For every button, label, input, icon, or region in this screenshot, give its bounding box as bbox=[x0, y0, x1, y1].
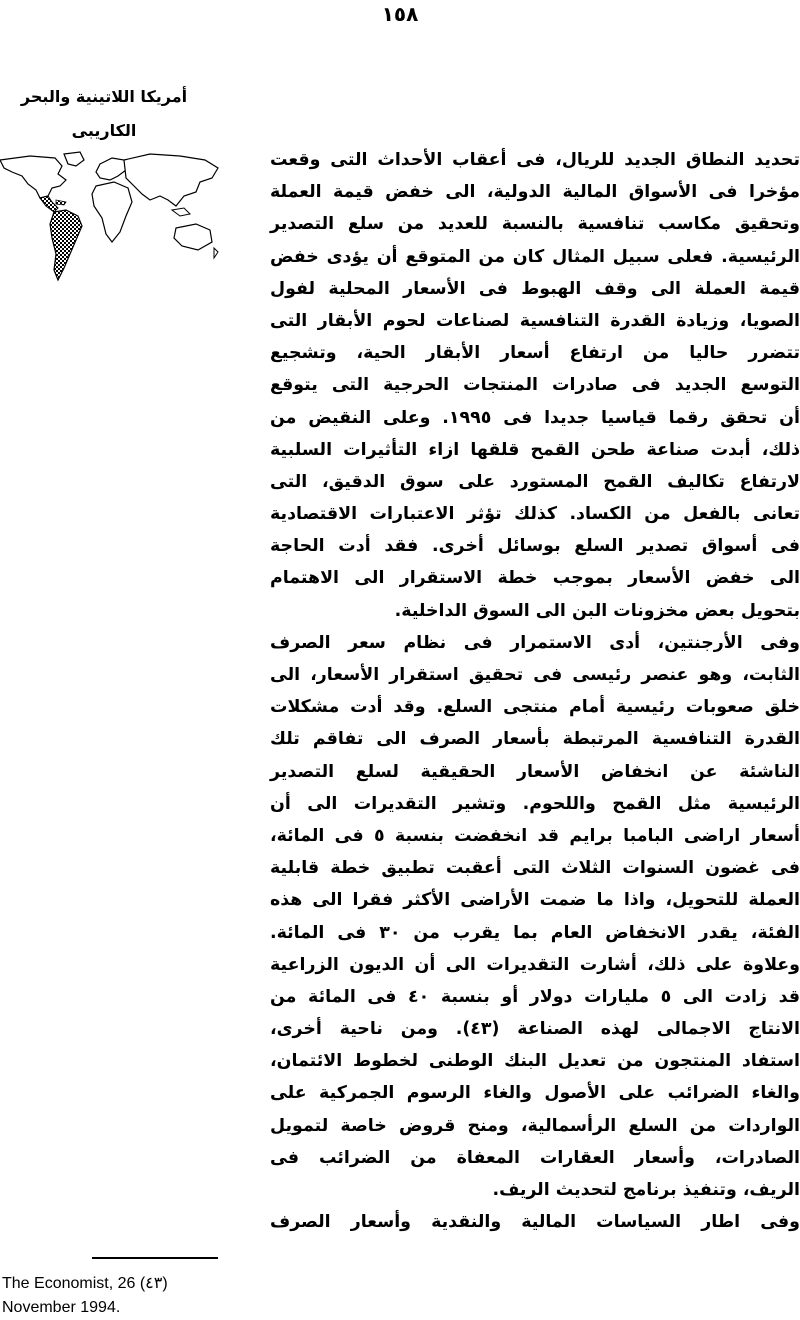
footnote-line: November 1994. bbox=[2, 1299, 121, 1316]
central-america-shape bbox=[40, 196, 58, 212]
body-line: وفى الأرجنتين، أدى الاستمرار فى نظام سعر الصرف bbox=[270, 632, 800, 653]
body-line: الى خفض الأسعار بموجب خطة الاستقرار الى الاهتمام bbox=[270, 568, 800, 589]
footnote-divider bbox=[92, 1257, 218, 1259]
body-line: العملة للتحويل، واذا ما ضمت الأراضى الأكثر فقرا الى هذه bbox=[270, 890, 800, 911]
footnote-line: The Economist, 26 (٤٣) bbox=[2, 1275, 168, 1292]
sidebar-heading bbox=[8, 80, 200, 148]
body-line: تتضرر حاليا من ارتفاع أسعار الأبقار الحية، وتشجيع bbox=[270, 343, 800, 364]
sidebar-heading-line: أمريكا اللاتينية والبحر bbox=[20, 87, 188, 106]
body-line: الريف، وتنفيذ برنامج لتحديث الريف. bbox=[492, 1180, 800, 1200]
page-number: ١٥٨ bbox=[381, 2, 419, 26]
north-america-shape bbox=[0, 156, 66, 198]
body-line: فى غضون السنوات الثلاث التى أعقبت تطبيق خطة قابلية bbox=[270, 858, 800, 879]
south-america-shape bbox=[50, 210, 82, 280]
body-line: أن تحقق رقما قياسيا جديدا فى ١٩٩٥. وعلى النقيض من bbox=[270, 407, 800, 428]
body-line: الناشئة عن انخفاض الأسعار الحقيقية لسلع التصدير bbox=[270, 761, 800, 782]
body-line: بتحويل بعض مخزونات البن الى السوق الداخلية. bbox=[394, 600, 800, 621]
body-line: التوسع الجديد فى صادرات المنتجات الحرجية التى يتوقع bbox=[270, 375, 800, 396]
body-line: الصادرات، وأسعار العقارات المعفاة من الضرائب فى bbox=[270, 1147, 800, 1168]
body-line: قيمة العملة الى وقف الهبوط فى الأسعار المحلية لفول bbox=[270, 278, 800, 299]
africa-shape bbox=[92, 182, 132, 242]
new-zealand-shape bbox=[214, 248, 218, 258]
body-line: خلق صعوبات رئيسية أمام منتجى السلع. وقد أدت مشكلات bbox=[270, 697, 800, 718]
body-line: فى أسواق تصدير السلع بوسائل أخرى. فقد أدت الحاجة bbox=[270, 536, 800, 557]
footnote bbox=[2, 1272, 232, 1320]
world-map-icon bbox=[0, 150, 222, 300]
body-line: الثابت، وهو عنصر رئيسى فى تحقيق استقرار الأسعار، الى bbox=[270, 665, 800, 685]
body-line: لارتفاع تكاليف القمح المستورد على سوق الدقيق، التى bbox=[270, 471, 800, 492]
body-line: وعلاوة على ذلك، أشارت التقديرات الى أن الديون الزراعية bbox=[270, 954, 800, 975]
body-line: ذلك، أبدت صناعة طحن القمح قلقها ازاء التأثيرات السلبية bbox=[270, 439, 800, 460]
asia-shape bbox=[124, 154, 218, 206]
sidebar-heading-line: الكاريبى bbox=[71, 121, 137, 140]
body-line: تحديد النطاق الجديد للريال، فى أعقاب الأحداث التى وقعت bbox=[270, 150, 800, 170]
body-line: قد زادت الى ٥ مليارات دولار أو بنسبة ٤٠ فى المائة من bbox=[270, 986, 800, 1007]
body-line: مؤخرا فى الأسواق المالية الدولية، الى خفض قيمة العملة bbox=[270, 182, 800, 203]
body-line: الرئيسية مثل القمح واللحوم. وتشير التقديرات الى أن bbox=[270, 793, 800, 814]
body-line: الفئة، يقدر الانخفاض العام بما يقرب من ٣٠ فى المائة. bbox=[270, 922, 800, 943]
body-line: وتحقيق مكاسب تنافسية بالنسبة للعديد من سلع التصدير bbox=[270, 214, 800, 235]
body-line: القدرة التنافسية المرتبطة بأسعار الصرف الى تفاقم تلك bbox=[270, 729, 800, 750]
europe-shape bbox=[96, 158, 126, 180]
body-line: الرئيسية. فعلى سبيل المثال كان من المتوقع أن يؤدى خفض bbox=[270, 246, 800, 267]
body-line: الصويا، وزيادة القدرة التنافسية لصناعات لحوم الأبقار التى bbox=[270, 310, 800, 331]
body-line: تعانى بالفعل من الكساد. كذلك تؤثر الاعتبارات الاقتصادية bbox=[270, 504, 800, 525]
caribbean-shape bbox=[56, 200, 66, 205]
body-line: أسعار اراضى البامبا برايم قد انخفضت بنسبة ٥ فى المائة، bbox=[270, 825, 800, 846]
greenland-shape bbox=[64, 152, 84, 166]
body-line: الانتاج الاجمالى لهذه الصناعة (٤٣). ومن ناحية أخرى، bbox=[270, 1019, 800, 1040]
body-line: الواردات من السلع الرأسمالية، ومنح قروض خاصة لتمويل bbox=[270, 1115, 800, 1136]
southeast-asia-shape bbox=[172, 208, 190, 216]
australia-shape bbox=[174, 224, 212, 250]
body-line: وفى اطار السياسات المالية والنقدية وأسعار الصرف bbox=[270, 1212, 800, 1233]
body-text bbox=[270, 144, 800, 1238]
body-line: استفاد المنتجون من تعديل البنك الوطنى لخطوط الائتمان، bbox=[270, 1051, 800, 1072]
body-line: والغاء الضرائب على الأصول والغاء الرسوم الجمركية على bbox=[270, 1083, 800, 1104]
